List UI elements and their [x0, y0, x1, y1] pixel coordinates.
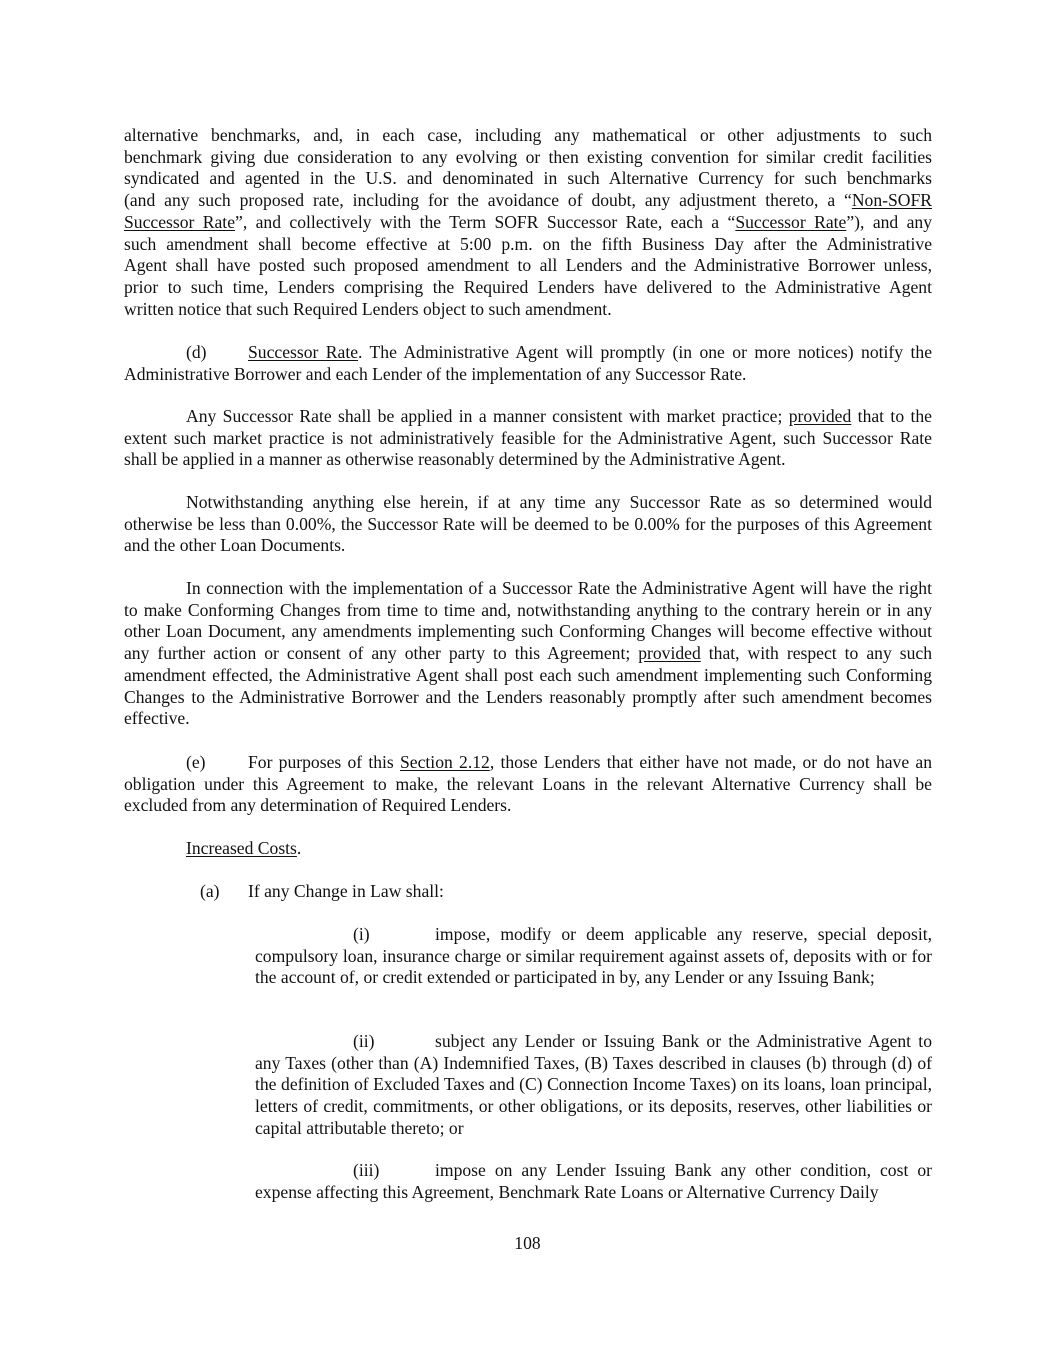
defined-term-successor-rate: Successor Rate [124, 211, 236, 232]
paragraph-conforming-changes: In connection with the implementation of a Successor Rate the Administrative Agent will have the right to make Conforming Changes from time to time and, notwithstanding anything to the contrary herein or in any other Loan Document, any amendments implementing such Conforming Changes will become effective without any further action or consent of any other party to this Agreement; provided that, with respect to any such amendment effected, the Administrative Agent shall post each such amendment implementing such Conforming Changes to the Administrative Borrower and the Lenders reasonably promptly after such amendment becomes effective. [124, 578, 932, 729]
text-line: such amendment shall become effective at 5:00 p.m. on the fifth Business Day after the Administrative [124, 233, 932, 254]
text-line: Successor Rate”, and collectively with the Term SOFR Successor Rate, each a “Successor Rate”), and any [124, 211, 933, 232]
section-heading-increased-costs: Increased Costs. [186, 838, 302, 858]
clause-label: (a) [200, 881, 220, 901]
sub-clause-text: subject any Lender or Issuing Bank or the Administrative Agent to any Taxes (other than (A) Indemnified Taxes, (B) Taxes described in clauses (b) through (d) of the definition of Excluded Taxes and (C) Connection Income Taxes) on its loans, loan principal, letters of credit, commitments, or other obligations, or its deposits, reserves, other liabilities or capital attributable thereto; or [255, 1031, 932, 1138]
clause-text: If any Change in Law shall: [248, 881, 444, 901]
text-line: syndicated and agented in the U.S. and denominated in such Alternative Currency for such benchmarks [124, 168, 932, 189]
page-number: 108 [514, 1233, 541, 1253]
sub-clause-i [255, 924, 932, 989]
sub-clause-label: (ii) [353, 1031, 375, 1051]
paragraph-floor: Notwithstanding anything else herein, if at any time any Successor Rate as so determined would otherwise be less than 0.00%, the Successor Rate will be deemed to be 0.00% for the purposes of this Agreement and the other Loan Documents. [124, 492, 932, 556]
clause-label: (e) [186, 752, 206, 772]
paragraph-successor-applied: Any Successor Rate shall be applied in a manner consistent with market practice; provided that to the extent such market practice is not administratively feasible for the Administrative Agent, such Successor Rate shall be applied in a manner as otherwise reasonably determined by the Administrative Agent. [124, 406, 932, 470]
clause-label: (d) [186, 342, 207, 362]
text-line: alternative benchmarks, and, in each case, including any mathematical or other adjustments to such [124, 125, 932, 145]
clause-a [124, 881, 932, 903]
continued-paragraph [124, 125, 932, 320]
clause-heading: Successor Rate [248, 342, 359, 362]
clause-text: The Administrative Agent will promptly (in one or more notices) notify the Administrative Borrower and each Lender of the implementation of any Successor Rate. [124, 342, 932, 384]
section-reference: Section 2.12 [400, 752, 490, 772]
text-line: Agent shall have posted such proposed amendment to all Lenders and the Administrative Borrower unless, [124, 255, 932, 276]
sub-clause-label: (iii) [353, 1160, 380, 1180]
provided-term: provided [788, 406, 852, 426]
provided-term: provided [638, 643, 701, 664]
defined-term-non-sofr: Non-SOFR [851, 190, 932, 211]
clause-d: (d) Successor Rate. The Administrative Agent will promptly (in one or more notices) notify the Administrative Borrower and each Lender of the implementation of any Successor Rate. [124, 342, 932, 384]
text-line: written notice that such Required Lenders object to such amendment. [124, 298, 612, 319]
sub-clause-iii [255, 1160, 932, 1203]
sub-clause-label: (i) [353, 924, 370, 944]
text-line: prior to such time, Lenders comprising the Required Lenders have delivered to the Administrative Agent [124, 276, 932, 297]
text-line: benchmark giving due consideration to any evolving or then existing convention for similar credit facilities [124, 146, 932, 167]
clause-e: (e) For purposes of this Section 2.12, those Lenders that either have not made, or do not have an obligation under this Agreement to make, the relevant Loans in the relevant Alternative Currency shall be excluded from any determination of Required Lenders. [124, 752, 932, 816]
sub-clause-text: impose on any Lender Issuing Bank any other condition, cost or expense affecting this Agreement, Benchmark Rate Loans or Alternative Currency Daily [255, 1160, 932, 1202]
sub-clause-text: impose, modify or deem applicable any reserve, special deposit, compulsory loan, insurance charge or similar requirement against assets of, deposits with or for the account of, or credit extended or participated in by, any Lender or any Issuing Bank; [255, 924, 932, 988]
text-line: (and any such proposed rate, including for the avoidance of doubt, any adjustment thereto, a “Non-SOFR [124, 190, 932, 211]
defined-term-successor-rate: Successor Rate [735, 211, 847, 232]
sub-clause-ii [255, 1031, 932, 1140]
